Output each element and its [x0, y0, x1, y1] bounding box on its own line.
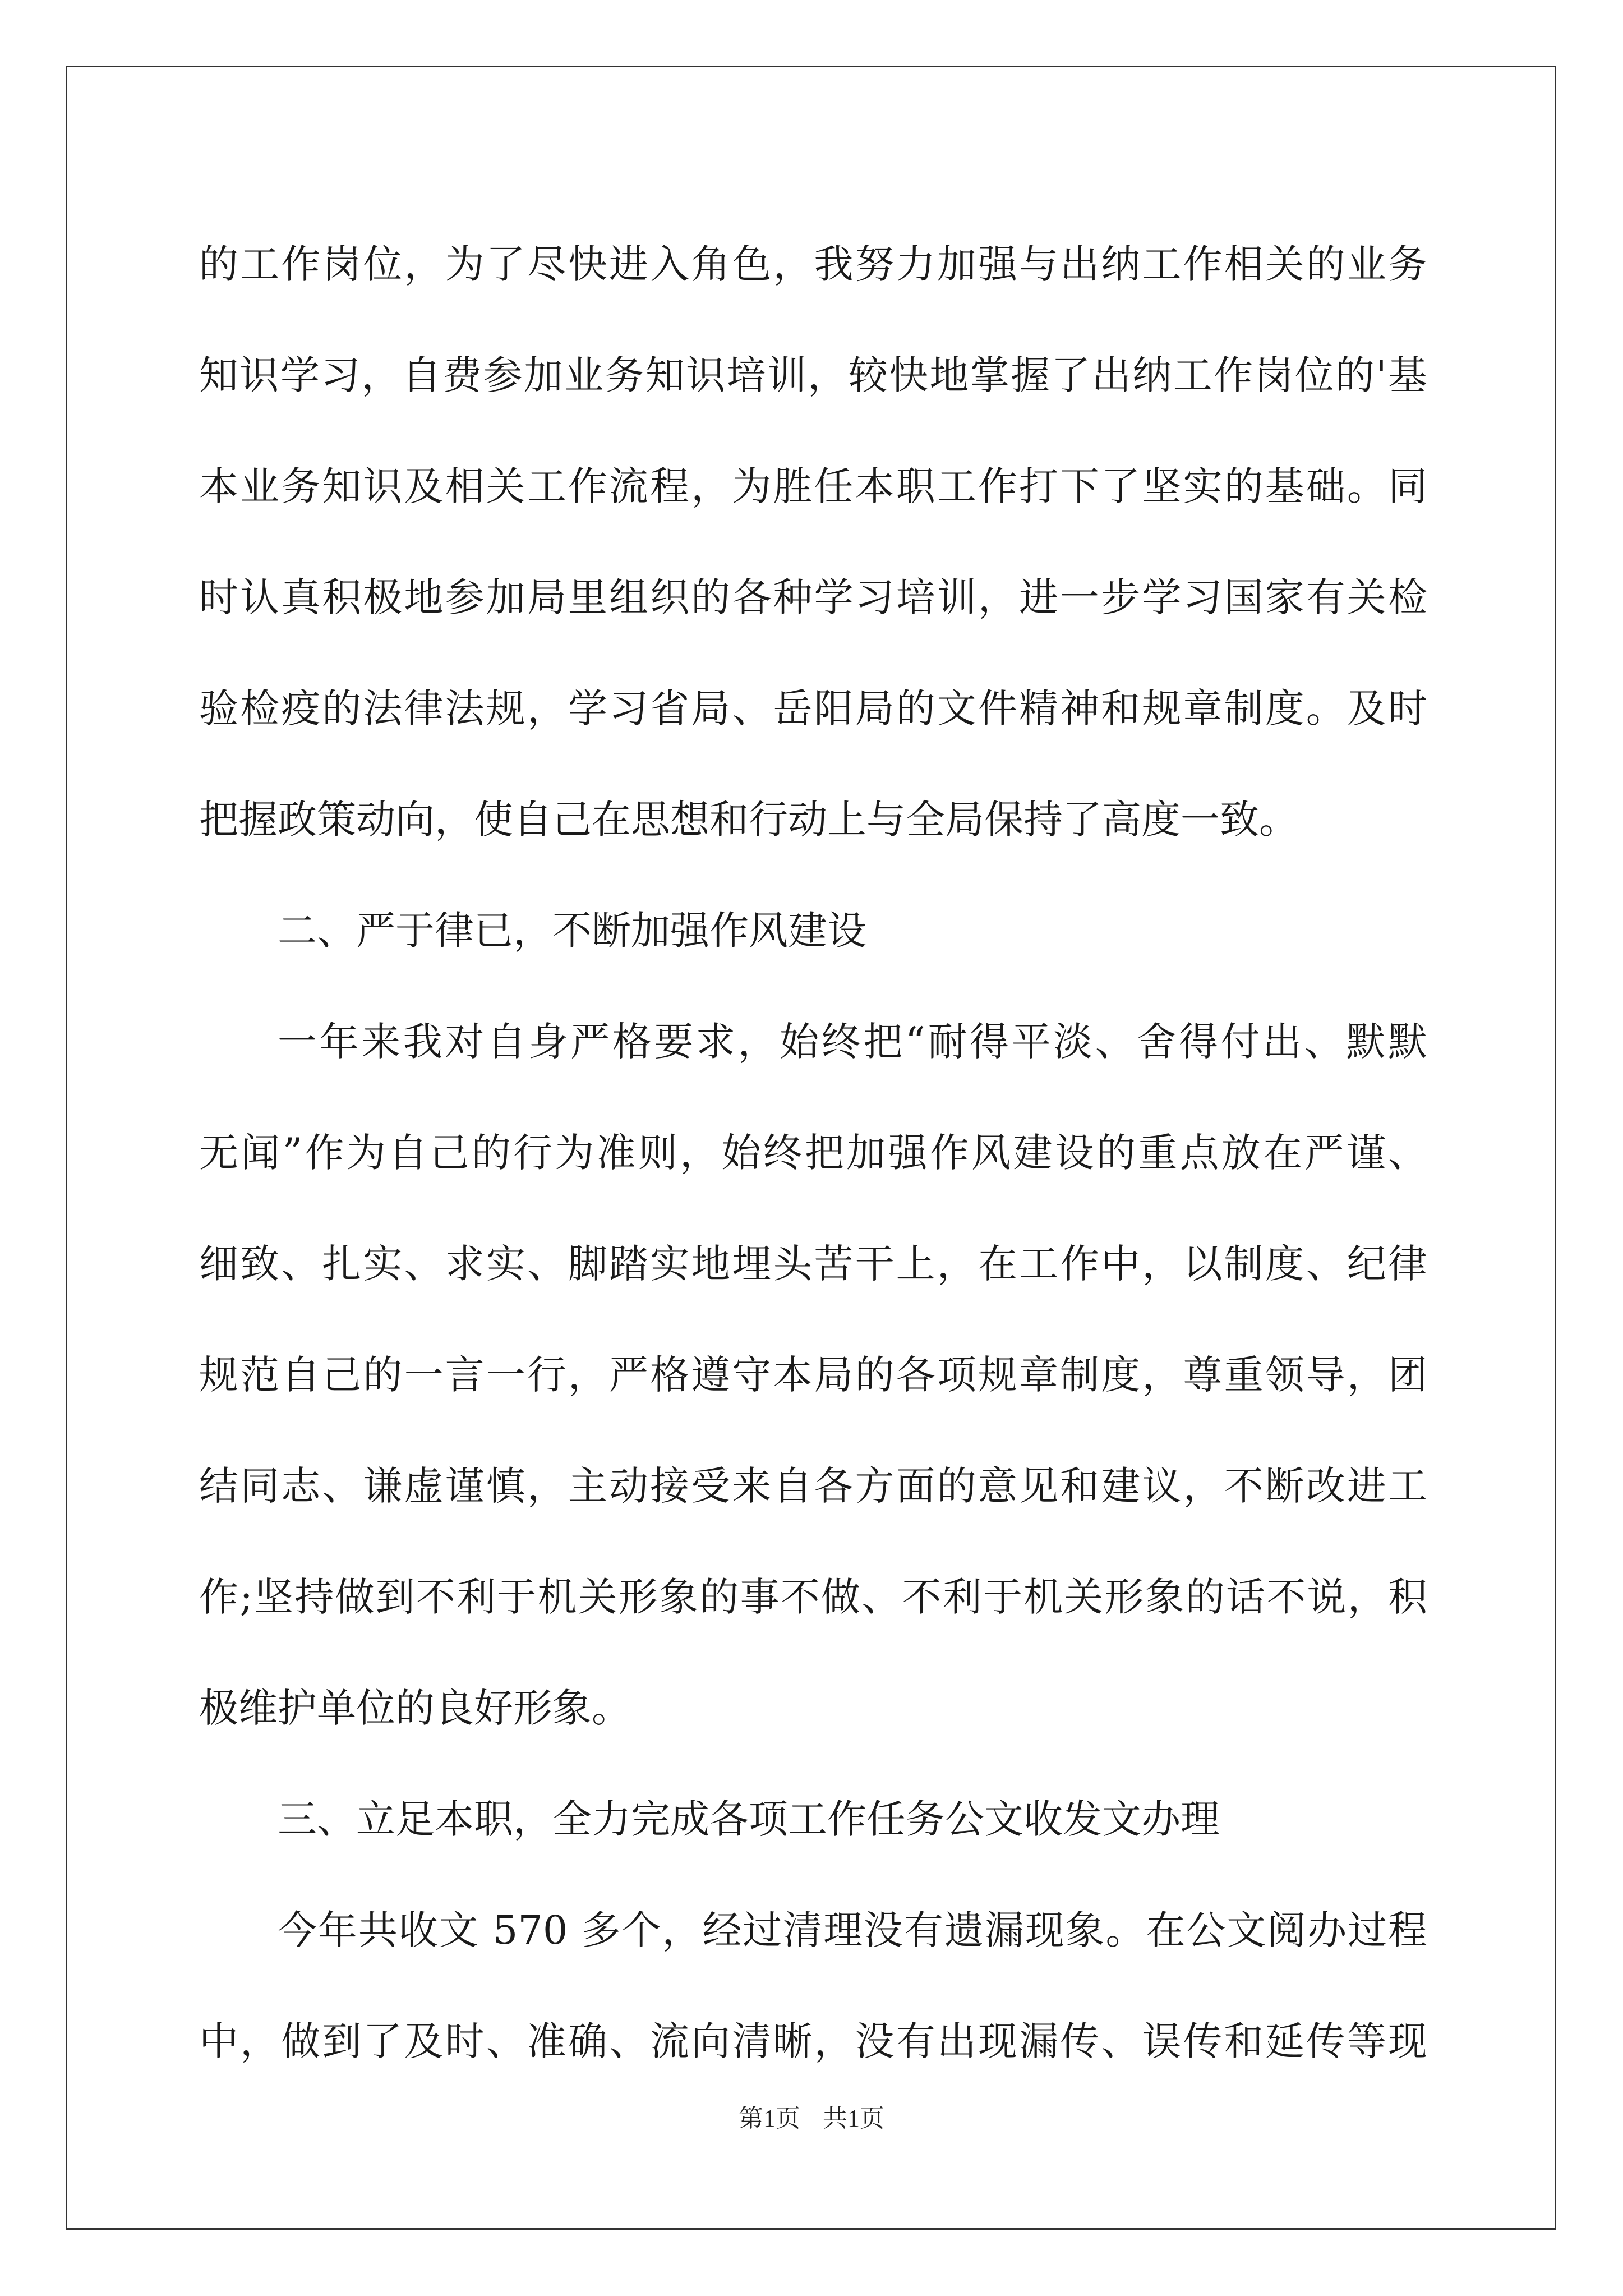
paragraph-line: 把握政策动向，使自己在思想和行动上与全局保持了高度一致。: [199, 797, 1298, 843]
paragraph-line: 本业务知识及相关工作流程，为胜任本职工作打下了坚实的基础。同: [199, 463, 1427, 509]
page-number: 第1页: [739, 2105, 800, 2132]
section-heading: 三、立足本职，全力完成各项工作任务公文收发文办理: [278, 1796, 1220, 1842]
paragraph-line: 无闻”作为自己的行为准则，始终把加强作风建设的重点放在严谨、: [199, 1130, 1427, 1176]
paragraph-line: 一年来我对自身严格要求，始终把“耐得平淡、舍得付出、默默: [278, 1019, 1427, 1065]
paragraph-line: 知识学习，自费参加业务知识培训，较快地掌握了出纳工作岗位的'基: [199, 352, 1427, 398]
page-total: 共1页: [823, 2105, 884, 2132]
document-body: [199, 209, 1427, 2097]
paragraph-line: 极维护单位的良好形象。: [199, 1685, 631, 1731]
paragraph-line: 规范自己的一言一行，严格遵守本局的各项规章制度，尊重领导，团: [199, 1352, 1427, 1398]
paragraph-line: 时认真积极地参加局里组织的各种学习培训，进一步学习国家有关检: [199, 574, 1427, 620]
section-heading: 二、严于律已，不断加强作风建设: [278, 908, 866, 954]
paragraph-line: 中，做到了及时、准确、流向清晰，没有出现漏传、误传和延传等现: [199, 2018, 1427, 2064]
paragraph-line: 的工作岗位，为了尽快进入角色，我努力加强与出纳工作相关的业务: [199, 241, 1427, 287]
paragraph-line: 细致、扎实、求实、脚踏实地埋头苦干上，在工作中，以制度、纪律: [199, 1241, 1427, 1287]
paragraph-line: 今年共收文 570 多个，经过清理没有遗漏现象。在公文阅办过程: [278, 1907, 1427, 1953]
paragraph-line: 作;坚持做到不利于机关形象的事不做、不利于机关形象的话不说，积: [199, 1574, 1427, 1620]
paragraph-line: 验检疫的法律法规，学习省局、岳阳局的文件精神和规章制度。及时: [199, 685, 1427, 731]
page-footer: [0, 2098, 1623, 2134]
paragraph-line: 结同志、谦虚谨慎，主动接受来自各方面的意见和建议，不断改进工: [199, 1463, 1427, 1509]
